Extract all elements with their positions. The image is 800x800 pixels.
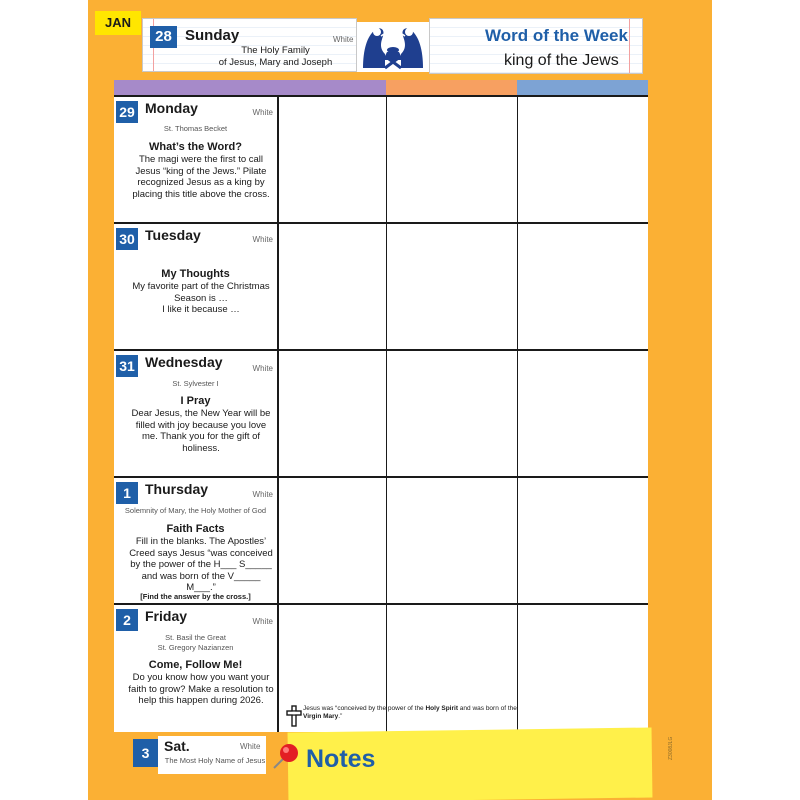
day-number: 29: [116, 101, 138, 123]
day-cell-monday: [114, 97, 277, 222]
saturday-day-name: Sat.: [164, 738, 190, 754]
sunday-feast-line1: The Holy Family: [241, 45, 310, 56]
day-number: 2: [116, 609, 138, 631]
word-of-week-title: Word of the Week: [485, 26, 628, 45]
liturgical-color: White: [252, 617, 273, 626]
grid-column-line: [517, 96, 518, 732]
section-body: [128, 281, 274, 316]
section-heading: My Thoughts: [161, 268, 230, 280]
answer-suffix: .”: [338, 713, 343, 720]
sunday-day-number: 28: [150, 26, 177, 48]
answer-prefix: Jesus was “conceived by the power of the: [303, 705, 426, 712]
day-cell-thursday: [114, 478, 277, 603]
liturgical-color: White: [252, 364, 273, 373]
answer-hint: [Find the answer by the cross.]: [140, 592, 251, 601]
grid-column-line: [386, 96, 387, 732]
sunday-feast: [188, 45, 363, 69]
orange-left-margin: [88, 0, 114, 800]
product-code: Z3008JLG: [668, 736, 674, 760]
sunday-feast-line2: of Jesus, Mary and Joseph: [218, 57, 333, 68]
day-number: 30: [116, 228, 138, 250]
feast-day: [114, 633, 277, 653]
section-heading: I Pray: [180, 395, 211, 407]
answer-text: [303, 705, 553, 721]
notes-label: Notes: [306, 745, 376, 773]
saturday-day-number: 3: [133, 739, 158, 767]
day-number: 1: [116, 482, 138, 504]
feast-day: St. Sylvester I: [172, 379, 219, 388]
day-name: Thursday: [145, 481, 209, 497]
section-body: Dear Jesus, the New Year will be filled with joy because you love me. Thank you for the gift of holiness.: [131, 408, 271, 454]
day-cell-wednesday: [114, 351, 277, 476]
sunday-liturgical-color: White: [333, 35, 354, 44]
day-name: Wednesday: [145, 354, 223, 370]
day-number: 31: [116, 355, 138, 377]
month-tab: JAN: [95, 11, 141, 35]
feast-day: St. Thomas Becket: [163, 124, 228, 133]
feast-day: Solemnity of Mary, the Holy Mother of God: [124, 506, 267, 515]
cross-icon: [286, 705, 302, 727]
feast-day-line: St. Gregory Nazianzen: [157, 643, 234, 652]
day-cell-friday: [114, 605, 277, 732]
section-body-line: My favorite part of the Christmas Season is …: [132, 281, 270, 304]
answer-middle: and was born of the: [458, 705, 517, 712]
holy-family-icon: [357, 22, 429, 72]
sunday-day-name: Sunday: [185, 27, 240, 44]
section-body-line: I like it because …: [162, 304, 240, 315]
section-heading: Faith Facts: [166, 523, 225, 535]
pushpin-icon: [268, 738, 304, 774]
answer-virgin-mary: Virgin Mary: [303, 713, 339, 720]
feast-day-line: St. Basil the Great: [165, 633, 226, 642]
section-heading: What’s the Word?: [149, 141, 242, 153]
section-heading: Come, Follow Me!: [148, 659, 243, 671]
day-name: Tuesday: [145, 227, 201, 243]
section-body: Do you know how you want your faith to grow? Make a resolution to help this happen during 2026.: [128, 672, 274, 706]
liturgical-color: White: [252, 490, 273, 499]
day-name: Monday: [145, 100, 198, 116]
section-body: The magi were the first to call Jesus “king of the Jews.” Pilate recognized Jesus as a king by placing this title above the cross.: [132, 154, 270, 200]
day-name: Friday: [145, 608, 188, 624]
column-color-bar-purple: [114, 80, 386, 96]
word-of-week-word: king of the Jews: [504, 52, 619, 69]
column-color-bar-orange: [386, 80, 517, 96]
column-color-bar-blue: [517, 80, 648, 96]
saturday-feast: The Most Holy Name of Jesus: [164, 756, 266, 765]
liturgical-color: White: [252, 108, 273, 117]
grid-column-line: [277, 96, 279, 732]
day-cell-tuesday: [114, 224, 277, 349]
section-body: Fill in the blanks. The Apostles’ Creed says Jesus “was conceived by the power of the H___ S_____ and was born of the V_____ M___.”: [129, 536, 273, 593]
orange-right-margin: [648, 0, 712, 800]
liturgical-color: White: [252, 235, 273, 244]
answer-holy-spirit: Holy Spirit: [425, 705, 458, 712]
saturday-liturgical-color: White: [240, 742, 261, 751]
